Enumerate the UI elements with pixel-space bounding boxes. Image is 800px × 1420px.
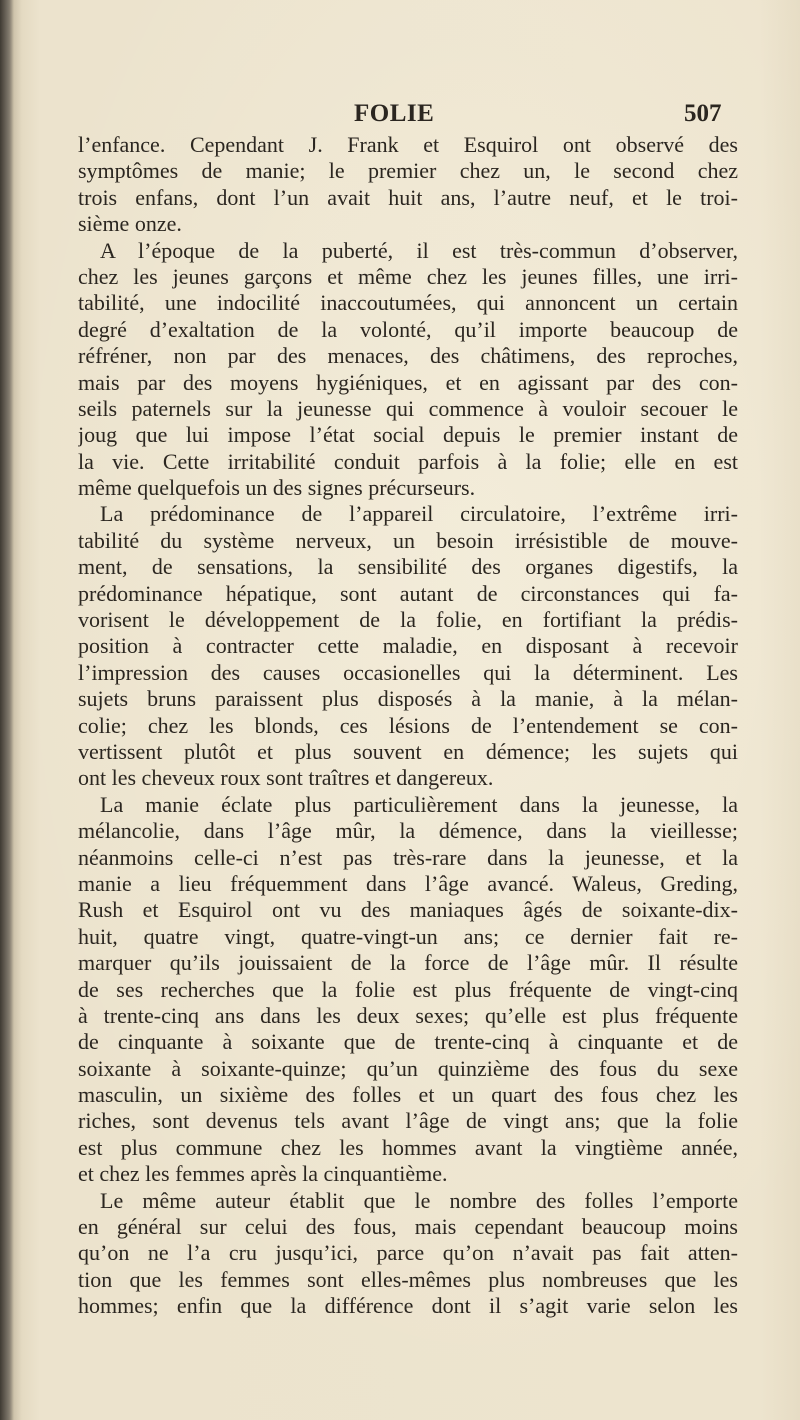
text-line: vertissent plutôt et plus souvent en démence; les sujets qui [78,738,738,764]
text-line: et chez les femmes après la cinquantième. [78,1161,448,1187]
text-line: chez les jeunes garçons et même chez les jeunes filles, une irri- [78,263,738,289]
text-line: La manie éclate plus particulièrement dans la jeunesse, la [100,791,738,817]
text-line: tabilité du système nerveux, un besoin irrésistible de mouve- [78,527,738,553]
text-line: l’impression des causes occasionelles qui la déterminent. Les [78,659,738,685]
text-line: en général sur celui des fous, mais cependant beaucoup moins [78,1214,738,1240]
text-line: ont les cheveux roux sont traîtres et dangereux. [78,765,494,791]
text-line: position à contracter cette maladie, en disposant à recevoir [78,633,738,659]
text-line: ment, de sensations, la sensibilité des organes digestifs, la [78,554,738,580]
text-line: sième onze. [78,211,182,237]
text-line: même quelquefois un des signes précurseurs. [78,475,476,501]
text-line: qu’on ne l’a cru jusqu’ici, parce qu’on n’avait pas fait atten- [78,1240,738,1266]
text-line: vorisent le développement de la folie, en fortifiant la prédis- [78,607,738,633]
page-header [0,96,800,136]
page-number: 507 [684,100,722,127]
text-line: néanmoins celle-ci n’est pas très-rare dans la jeunesse, et la [78,844,738,870]
text-line: sujets bruns paraissent plus disposés à la manie, à la mélan- [78,686,738,712]
text-line: soixante à soixante-quinze; qu’un quinzième des fous du sexe [78,1055,738,1081]
text-line: à trente-cinq ans dans les deux sexes; qu’elle est plus fréquente [78,1002,738,1028]
text-line: A l’époque de la puberté, il est très-commun d’observer, [100,237,738,263]
text-line: l’enfance. Cependant J. Frank et Esquirol ont observé des [78,132,738,157]
text-line: Rush et Esquirol ont vu des maniaques âgés de soixante-dix- [78,897,738,923]
text-line: mais par des moyens hygiéniques, et en agissant par des con- [78,369,738,395]
text-line: de cinquante à soixante que de trente-cinq à cinquante et de [78,1029,738,1055]
text-line: riches, sont devenus tels avant l’âge de vingt ans; que la folie [78,1108,738,1134]
text-line: hommes; enfin que la différence dont il s’agit varie selon les [78,1293,738,1319]
text-line: prédominance hépatique, sont autant de circonstances qui fa- [78,580,738,606]
text-line: mélancolie, dans l’âge mûr, la démence, dans la vieillesse; [78,818,738,844]
text-line: symptômes de manie; le premier chez un, le second chez [78,158,738,184]
body-text [78,132,738,1320]
text-line: Le même auteur établit que le nombre des folles l’emporte [100,1187,738,1213]
text-line: huit, quatre vingt, quatre-vingt-un ans; ce dernier fait re- [78,923,738,949]
running-title: FOLIE [354,100,435,127]
text-line: est plus commune chez les hommes avant la vingtième année, [78,1134,738,1160]
text-line: seils paternels sur la jeunesse qui commence à vouloir secouer le [78,395,738,421]
text-line: masculin, un sixième des folles et un quart des fous chez les [78,1082,738,1108]
text-line: tabilité, une indocilité inaccoutumées, qui annoncent un certain [78,290,738,316]
text-line: de ses recherches que la folie est plus fréquente de vingt-cinq [78,976,738,1002]
text-line: joug que lui impose l’état social depuis le premier instant de [78,422,738,448]
text-line: degré d’exaltation de la volonté, qu’il importe beaucoup de [78,316,738,342]
text-line: marquer qu’ils jouissaient de la force de l’âge mûr. Il résulte [78,950,738,976]
text-line: colie; chez les blonds, ces lésions de l’entendement se con- [78,712,738,738]
text-line: tion que les femmes sont elles-mêmes plus nombreuses que les [78,1266,738,1292]
binding-gutter [0,0,14,1420]
text-line: trois enfans, dont l’un avait huit ans, l’autre neuf, et le troi- [78,184,738,210]
text-line: réfréner, non par des menaces, des châtimens, des reproches, [78,343,738,369]
text-line: La prédominance de l’appareil circulatoire, l’extrême irri- [100,501,738,527]
text-line: manie a lieu fréquemment dans l’âge avancé. Waleus, Greding, [78,870,738,896]
text-line: la vie. Cette irritabilité conduit parfois à la folie; elle en est [78,448,738,474]
